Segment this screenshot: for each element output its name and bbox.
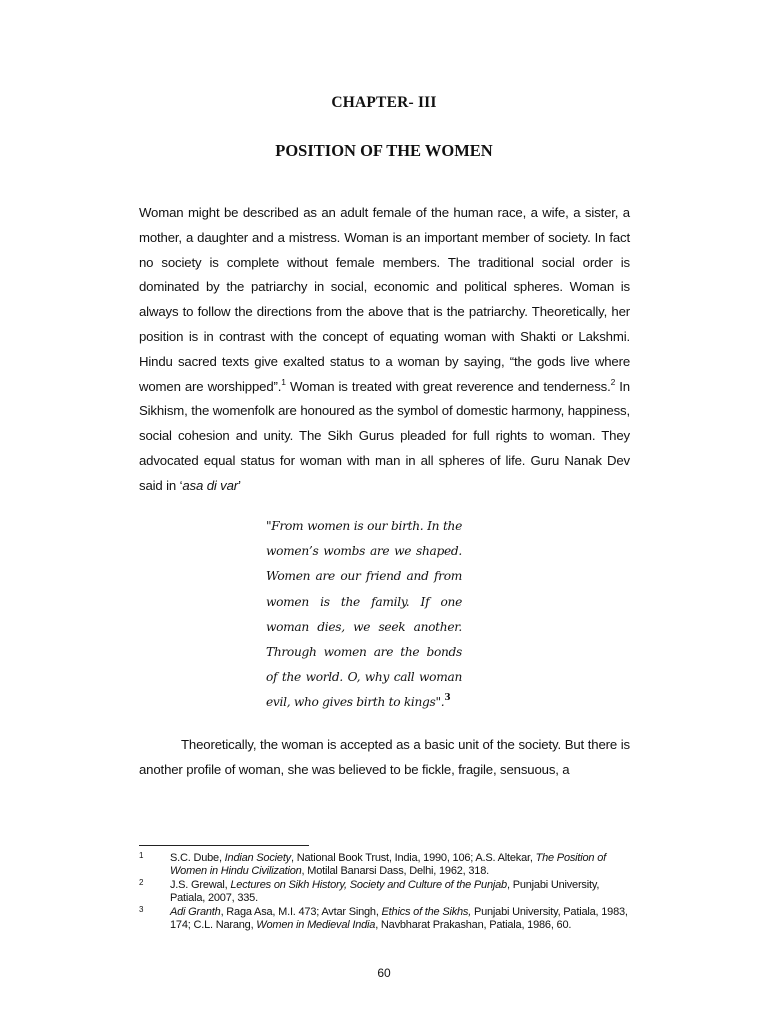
footnote-number: 1 [139,851,144,860]
footnote-text: , National Book Trust, India, 1990, 106; A.S. Altekar, [290,852,536,864]
quote-text: "From women is our birth. In the women’s wombs are we shaped. Women are our friend and from women is the family. If one woman dies, we seek another. Through women are the bonds of the world. O, why call woman evil, who gives birth to kings". [266,519,462,710]
footnote-ref-1[interactable]: 1 [281,376,286,387]
footnote-text: , Navbharat Prakashan, Patiala, 1986, 60. [375,918,572,931]
footnote-number: 2 [139,878,144,888]
paragraph-text: In Sikhism, the womenfolk are honoured as the symbol of domestic harmony, happiness, social cohesion and unity. The Sikh Gurus pleaded for full rights to woman. They advocated equal status for woman with man in all spheres of life. Guru Nanak Dev said in ‘ [139,378,630,493]
block-quote [266,514,462,716]
footnote-text: J.S. Grewal, [170,879,231,892]
footnote-number: 3 [139,905,144,915]
footnote-2 [139,879,630,904]
footnote-text: Punjabi University, Patiala, 1983, 174; C.L. Narang, [170,906,628,931]
page-title: POSITION OF THE WOMEN [275,141,493,160]
footnote-divider [139,845,309,846]
intro-paragraph [139,201,630,499]
chapter-label: CHAPTER- III [331,94,437,111]
second-paragraph: Theoretically, the woman is accepted as a basic unit of the society. But there is another profile of woman, she was believed to be fickle, fragile, sensuous, a [139,737,630,777]
work-title: Adi Granth [170,906,221,919]
footnote-text: , Raga Asa, M.I. 473; Avtar Singh, [220,906,382,919]
footnote-ref-3[interactable]: 3 [444,693,451,704]
work-title: asa di var [182,477,239,493]
footnote-text: , Motilal Banarsi Dass, Delhi, 1962, 318. [301,864,489,877]
work-title: The Position of Women in Hindu Civilization [170,852,606,877]
footnote-ref-2[interactable]: 2 [610,376,616,387]
paragraph-text: Woman is treated with great reverence and tenderness. [285,378,611,394]
work-title: Ethics of the Sikhs, [381,906,472,919]
footnote-text: S.C. Dube, [170,852,225,864]
work-title: Indian Society [224,852,291,864]
work-title: Women in Medieval India [256,918,376,931]
work-title: Lectures on Sikh History, Society and Culture of the Punjab [230,879,507,892]
footnote-1 [139,852,630,877]
footnote-text: , Punjabi University, Patiala, 2007, 335. [170,879,600,904]
page-number: 60 [377,966,391,980]
footnotes-section [139,852,630,934]
closing-quote-mark: ’ [238,477,241,493]
footnote-3 [139,906,630,931]
paragraph-text: Woman might be described as an adult female of the human race, a wife, a sister, a mother, a daughter and a mistress. Woman is an important member of society. In fact no society is complete without female members. The traditional social order is dominated by the patriarchy in social, economic and political spheres. Woman is always to follow the directions from the above that is the patriarchy. Theoretically, her position is in contrast with the concept of equating woman with Shakti or Lakshmi. Hindu sacred texts give exalted status to a woman by saying, “the gods live where women are worshipped”. [139,205,630,394]
